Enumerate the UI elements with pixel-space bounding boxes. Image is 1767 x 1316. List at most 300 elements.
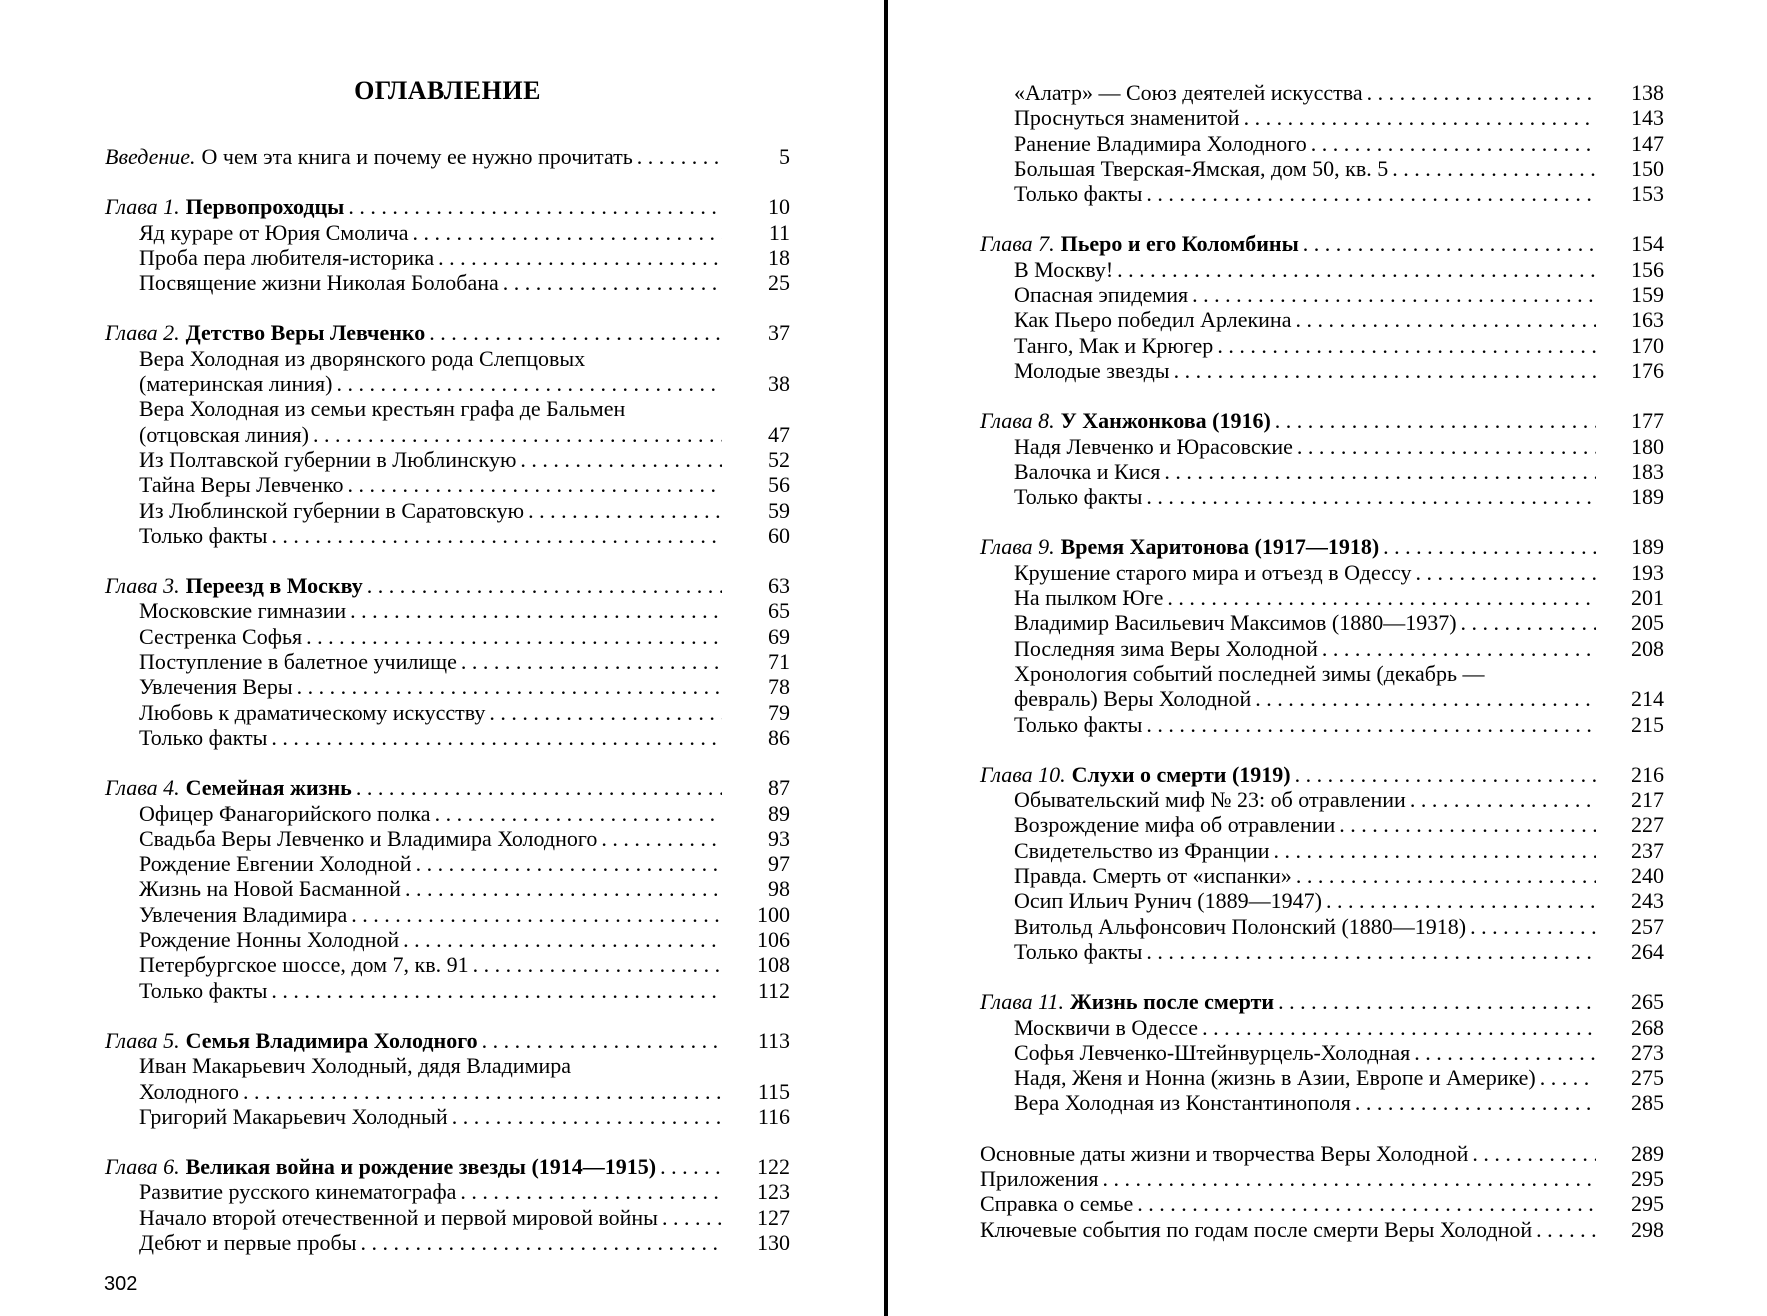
section-gap: [105, 1003, 790, 1028]
dot-leader: [1367, 80, 1596, 105]
dot-leader: [1167, 585, 1596, 610]
dot-leader: [361, 1230, 723, 1255]
toc-entry-title: Любовь к драматическому искусству: [139, 699, 486, 725]
chapter-title: Переезд в Москву: [185, 573, 363, 599]
chapter-entry: [980, 231, 1664, 256]
toc-entry-title: Последняя зима Веры Холодной: [1014, 635, 1318, 661]
toc-page-number: 268: [1631, 1014, 1664, 1040]
chapter-number: Глава 11.: [980, 989, 1064, 1015]
dot-leader: [1339, 812, 1596, 837]
toc-page-number: 216: [1631, 761, 1664, 787]
toc-entry-title: Танго, Мак и Крюгер: [1014, 332, 1214, 358]
dot-leader: [637, 144, 722, 169]
toc-entry-title: Свидетельство из Франции: [1014, 837, 1270, 863]
section-gap: [105, 548, 790, 573]
dot-leader: [1461, 610, 1596, 635]
toc-entry-title: Только факты: [139, 724, 268, 750]
dot-leader: [1174, 358, 1596, 383]
toc-page-number: 295: [1631, 1191, 1664, 1217]
toc-page-number: 227: [1631, 812, 1664, 838]
toc-entry: [980, 307, 1664, 332]
toc-entry-title: Рождение Нонны Холодной: [139, 927, 400, 953]
toc-page-number: 113: [757, 1027, 790, 1053]
toc-entry-title: Яд кураре от Юрия Смолича: [139, 219, 409, 245]
toc-page-number: 78: [768, 674, 790, 700]
toc-entry: [105, 649, 790, 674]
toc-entry: [980, 333, 1664, 358]
toc-entry-title: Возрождение мифа об отравлении: [1014, 812, 1336, 838]
dot-leader: [461, 649, 722, 674]
toc-entry: [105, 978, 790, 1003]
chapter-entry: [105, 194, 790, 219]
dot-leader: [1146, 712, 1596, 737]
toc-page-number: 275: [1631, 1065, 1664, 1091]
chapter-heading: [105, 194, 344, 219]
toc-page-number: 98: [768, 876, 790, 902]
toc-entry-title: Надя Левченко и Юрасовские: [1014, 433, 1293, 459]
toc-entry-title: Григорий Макарьевич Холодный: [139, 1103, 448, 1129]
toc-entry-title: Из Люблинской губернии в Саратовскую: [139, 497, 525, 523]
chapter-number: Глава 9.: [980, 534, 1055, 560]
toc-entry-title: Офицер Фанагорийского полка: [139, 800, 431, 826]
toc-entry: [105, 346, 790, 371]
toc-page-number: 52: [768, 446, 790, 472]
toc-entry-title: Только факты: [1014, 938, 1143, 964]
dot-leader: [348, 194, 722, 219]
introduction-heading: [105, 144, 633, 169]
toc-entry-title: На пылком Юге: [1014, 585, 1164, 611]
section-gap: [980, 737, 1664, 762]
toc-entry-title: (материнская линия): [139, 371, 333, 397]
toc-page-number: 156: [1631, 256, 1664, 282]
dot-leader: [1192, 282, 1596, 307]
dot-leader: [1146, 484, 1596, 509]
toc-entry: [980, 1090, 1664, 1115]
dot-leader: [528, 498, 722, 523]
toc-page-number: 170: [1631, 332, 1664, 358]
introduction-entry: [105, 144, 790, 169]
toc-page-number: 56: [768, 472, 790, 498]
toc-page-number: 138: [1631, 80, 1664, 105]
toc-entry-title: Только факты: [139, 522, 268, 548]
toc-page-number: 71: [768, 649, 790, 675]
toc-entry-title: Вера Холодная из дворянского рода Слепцовых: [139, 345, 586, 371]
toc-page-number: 177: [1631, 408, 1664, 434]
chapter-entry: [980, 408, 1664, 433]
toc-entry: [980, 560, 1664, 585]
chapter-number: Глава 10.: [980, 761, 1066, 787]
toc-page-number: 243: [1631, 888, 1664, 914]
dot-leader: [1470, 914, 1596, 939]
dot-leader: [1278, 989, 1596, 1014]
toc-entry: [105, 1230, 790, 1255]
toc-entry: [105, 1205, 790, 1230]
toc-entry: [105, 902, 790, 927]
dot-leader: [1117, 257, 1596, 282]
dot-leader: [306, 624, 722, 649]
toc-entry-title: Дебют и первые пробы: [139, 1229, 357, 1255]
toc-entry: [980, 914, 1664, 939]
toc-entry-title: Правда. Смерть от «испанки»: [1014, 863, 1292, 889]
toc-entry-title: Надя, Женя и Нонна (жизнь в Азии, Европе и Америке): [1014, 1065, 1536, 1091]
dot-leader: [473, 952, 722, 977]
toc-entry-title: «Алатр» — Союз деятелей искусства: [1014, 80, 1363, 105]
dot-leader: [403, 927, 722, 952]
toc-entry: [105, 598, 790, 623]
toc-entry: [980, 787, 1664, 812]
toc-page-number: 147: [1631, 130, 1664, 156]
chapter-number: Глава 1.: [105, 194, 180, 220]
toc-entry: [105, 725, 790, 750]
toc-page-number: 257: [1631, 913, 1664, 939]
toc-entry-title: Петербургское шоссе, дом 7, кв. 91: [139, 952, 469, 978]
chapter-number: Глава 6.: [105, 1154, 180, 1180]
dot-leader: [1322, 636, 1596, 661]
dot-leader: [1414, 1040, 1596, 1065]
chapter-entry: [980, 989, 1664, 1014]
toc-entry: [105, 1179, 790, 1204]
toc-page-number: 25: [768, 270, 790, 296]
chapter-heading: [980, 534, 1379, 559]
toc-page-number: 189: [1631, 534, 1664, 560]
dot-leader: [1146, 939, 1596, 964]
toc-entry: [980, 661, 1664, 686]
chapter-entry: [980, 762, 1664, 787]
chapter-heading: [105, 1028, 478, 1053]
chapter-heading: [105, 1154, 656, 1179]
appendix-entry: [980, 1166, 1664, 1191]
toc-page-number: 143: [1631, 105, 1664, 131]
toc-page-number: 183: [1631, 458, 1664, 484]
chapter-heading: [980, 408, 1271, 433]
toc-entry-title: Вера Холодная из семьи крестьян графа де Бальмен: [139, 396, 626, 422]
appendix-entry: [980, 1191, 1664, 1216]
toc-entry-title: Проба пера любителя-историка: [139, 244, 435, 270]
dot-leader: [1540, 1065, 1596, 1090]
toc-page-number: 60: [768, 522, 790, 548]
dot-leader: [429, 320, 722, 345]
introduction-label: Введение.: [105, 144, 196, 169]
toc-entry: [105, 245, 790, 270]
chapter-entry: [105, 573, 790, 598]
chapter-title: Время Харитонова (1917—1918): [1060, 534, 1380, 560]
chapter-heading: [980, 231, 1299, 256]
dot-leader: [1244, 105, 1596, 130]
section-gap: [980, 206, 1664, 231]
dot-leader: [416, 851, 722, 876]
dot-leader: [503, 270, 722, 295]
dot-leader: [1202, 1015, 1596, 1040]
toc-entry: [980, 484, 1664, 509]
toc-entry-title: Рождение Евгении Холодной: [139, 851, 412, 877]
toc-entry: [105, 523, 790, 548]
toc-entry: [105, 498, 790, 523]
toc-entry: [980, 1065, 1664, 1090]
toc-entry: [980, 131, 1664, 156]
toc-page-number: 298: [1631, 1216, 1664, 1242]
chapter-heading: [105, 775, 352, 800]
dot-leader: [1392, 156, 1596, 181]
appendix-entry: [980, 1141, 1664, 1166]
chapter-title: У Ханжонкова (1916): [1060, 408, 1271, 434]
dot-leader: [452, 1104, 722, 1129]
toc-page-number: 63: [768, 573, 790, 599]
dot-leader: [1415, 560, 1596, 585]
toc-page-number: 87: [768, 775, 790, 801]
dot-leader: [271, 523, 722, 548]
toc-entry: [980, 812, 1664, 837]
chapter-title: Пьеро и его Коломбины: [1060, 231, 1299, 257]
dot-leader: [1274, 838, 1596, 863]
toc-entry: [980, 636, 1664, 661]
dot-leader: [489, 700, 722, 725]
chapter-number: Глава 2.: [105, 320, 180, 346]
dot-leader: [351, 902, 722, 927]
dot-leader: [1295, 307, 1596, 332]
dot-leader: [1472, 1141, 1596, 1166]
toc-page-number: 97: [768, 851, 790, 877]
toc-entry: [105, 270, 790, 295]
section-gap: [980, 383, 1664, 408]
toc-entry-title: Валочка и Кися: [1014, 458, 1161, 484]
chapter-title: Семья Владимира Холодного: [185, 1027, 478, 1053]
toc-entry-title: Опасная эпидемия: [1014, 282, 1189, 308]
toc-entry: [980, 282, 1664, 307]
dot-leader: [336, 371, 722, 396]
appendix-title: Приложения: [980, 1165, 1099, 1191]
toc-page-number: 38: [768, 371, 790, 397]
toc-entry: [105, 220, 790, 245]
appendix-title: Ключевые события по годам после смерти Веры Холодной: [980, 1216, 1533, 1242]
toc-page-number: 163: [1631, 307, 1664, 333]
toc-page-number: 86: [768, 724, 790, 750]
toc-entry-title: Осип Ильич Рунич (1889—1947): [1014, 888, 1322, 914]
toc-page-number: 205: [1631, 610, 1664, 636]
toc-entry-title: Хронология событий последней зимы (декабрь —: [1014, 660, 1485, 686]
toc-entry: [105, 851, 790, 876]
chapter-heading: [980, 762, 1291, 787]
toc-entry: [105, 700, 790, 725]
chapter-title: Великая война и рождение звезды (1914—1915): [185, 1154, 657, 1180]
toc-entry-title: Как Пьеро победил Арлекина: [1014, 307, 1292, 333]
toc-entry-title: Ранение Владимира Холодного: [1014, 130, 1307, 156]
toc-page-number: 289: [1631, 1140, 1664, 1166]
toc-page-number: 47: [768, 421, 790, 447]
toc-page-number: 116: [757, 1103, 790, 1129]
toc-entry-title: Посвящение жизни Николая Болобана: [139, 270, 499, 296]
chapter-title: Семейная жизнь: [185, 775, 352, 801]
toc-page-number: 215: [1631, 711, 1664, 737]
chapter-entry: [105, 1028, 790, 1053]
toc-page-number: 208: [1631, 635, 1664, 661]
toc-entry-title: Московские гимназии: [139, 598, 347, 624]
toc-entry-title: Холодного: [139, 1078, 239, 1104]
toc-entry: [980, 1015, 1664, 1040]
dot-leader: [350, 598, 722, 623]
toc-entry: [980, 712, 1664, 737]
dot-leader: [1383, 534, 1596, 559]
toc-entry-title: (отцовская линия): [139, 421, 309, 447]
dot-leader: [1217, 333, 1596, 358]
toc-page-number: 237: [1631, 837, 1664, 863]
toc-entry-title: Владимир Васильевич Максимов (1880—1937): [1014, 610, 1457, 636]
chapter-number: Глава 5.: [105, 1027, 180, 1053]
toc-entry-title: февраль) Веры Холодной: [1014, 686, 1252, 712]
toc-entry-title: Иван Макарьевич Холодный, дядя Владимира: [139, 1053, 572, 1079]
toc-entry: [980, 105, 1664, 130]
dot-leader: [520, 447, 722, 472]
toc-page-number: 79: [768, 699, 790, 725]
toc-page-number: 176: [1631, 357, 1664, 383]
dot-leader: [1536, 1217, 1596, 1242]
chapter-heading: [105, 320, 425, 345]
toc-entry: [980, 585, 1664, 610]
dot-leader: [1146, 181, 1596, 206]
dot-leader: [1137, 1191, 1596, 1216]
toc-entry: [980, 863, 1664, 888]
toc-page-number: 59: [768, 497, 790, 523]
appendix-title: Справка о семье: [980, 1191, 1134, 1217]
toc-entry: [980, 80, 1664, 105]
chapter-title: Детство Веры Левченко: [185, 320, 426, 346]
right-page: [888, 0, 1767, 1316]
dot-leader: [435, 801, 722, 826]
toc-entry: [980, 434, 1664, 459]
toc-page-number: 127: [757, 1204, 790, 1230]
chapter-number: Глава 8.: [980, 408, 1055, 434]
toc-page-number: 193: [1631, 559, 1664, 585]
toc-entry-title: Обывательский миф № 23: об отравлении: [1014, 787, 1406, 813]
toc-left: [105, 144, 790, 1255]
toc-page-number: 130: [757, 1229, 790, 1255]
dot-leader: [1275, 408, 1596, 433]
toc-page-number: 154: [1631, 231, 1664, 257]
dot-leader: [271, 978, 722, 1003]
toc-entry-title: Только факты: [1014, 181, 1143, 207]
chapter-entry: [980, 534, 1664, 559]
toc-page-number: 273: [1631, 1039, 1664, 1065]
dot-leader: [660, 1154, 722, 1179]
toc-entry-title: Крушение старого мира и отъезд в Одессу: [1014, 559, 1412, 585]
toc-entry-title: Только факты: [139, 977, 268, 1003]
toc-page-number: 108: [757, 952, 790, 978]
toc-page-number: 11: [768, 219, 790, 245]
toc-page-number: 189: [1631, 484, 1664, 510]
toc-entry: [105, 952, 790, 977]
toc-page-number: 115: [757, 1078, 790, 1104]
dot-leader: [405, 876, 722, 901]
dot-leader: [1311, 131, 1596, 156]
toc-entry-title: Москвичи в Одессе: [1014, 1014, 1199, 1040]
toc-page-number: 89: [768, 800, 790, 826]
toc-entry: [980, 156, 1664, 181]
toc-entry: [105, 801, 790, 826]
chapter-number: Глава 7.: [980, 231, 1055, 257]
dot-leader: [1410, 787, 1596, 812]
dot-leader: [662, 1205, 722, 1230]
toc-entry: [105, 826, 790, 851]
toc-entry-title: Начало второй отечественной и первой мировой войны: [139, 1204, 658, 1230]
toc-page-number: 122: [757, 1154, 790, 1180]
toc-entry: [105, 674, 790, 699]
toc-page-number: 100: [757, 901, 790, 927]
toc-page-number: 153: [1631, 181, 1664, 207]
toc-entry: [980, 838, 1664, 863]
toc-entry-title: Софья Левченко-Штейнвурцель-Холодная: [1014, 1039, 1411, 1065]
toc-entry-title: Большая Тверская-Ямская, дом 50, кв. 5: [1014, 155, 1389, 181]
toc-entry: [980, 686, 1664, 711]
toc-page-number: 93: [768, 825, 790, 851]
toc-entry: [980, 610, 1664, 635]
toc-entry-title: Из Полтавской губернии в Люблинскую: [139, 446, 517, 472]
toc-entry: [105, 371, 790, 396]
dot-leader: [1295, 762, 1596, 787]
toc-page-number: 37: [768, 320, 790, 346]
dot-leader: [313, 422, 722, 447]
chapter-heading: [980, 989, 1274, 1014]
dot-leader: [1297, 434, 1596, 459]
chapter-number: Глава 3.: [105, 573, 180, 599]
toc-entry-title: Молодые звезды: [1014, 357, 1170, 383]
section-gap: [105, 169, 790, 194]
toc-entry: [105, 624, 790, 649]
appendix-title: Основные даты жизни и творчества Веры Холодной: [980, 1140, 1469, 1166]
toc-entry: [105, 927, 790, 952]
toc-page-number: 214: [1631, 686, 1664, 712]
toc-entry: [105, 1053, 790, 1078]
toc-page-number: 10: [768, 194, 790, 220]
toc-page-number: 217: [1631, 787, 1664, 813]
toc-entry: [105, 876, 790, 901]
page-title: ОГЛАВЛЕНИЕ: [354, 76, 541, 105]
section-gap: [980, 509, 1664, 534]
dot-leader: [1255, 686, 1596, 711]
toc-entry-title: В Москву!: [1014, 256, 1114, 282]
dot-leader: [482, 1028, 722, 1053]
toc-page-number: 106: [757, 927, 790, 953]
chapter-entry: [105, 775, 790, 800]
toc-entry: [980, 1040, 1664, 1065]
toc-entry: [105, 422, 790, 447]
chapter-entry: [105, 1154, 790, 1179]
toc-entry-title: Жизнь на Новой Басманной: [139, 876, 401, 902]
toc-entry-title: Свадьба Веры Левченко и Владимира Холодного: [139, 825, 598, 851]
toc-entry-title: Вера Холодная из Константинополя: [1014, 1090, 1351, 1116]
toc-right: [980, 80, 1664, 1242]
toc-entry-title: Только факты: [1014, 711, 1143, 737]
toc-entry-title: Увлечения Владимира: [139, 901, 348, 927]
toc-page-number: 69: [768, 623, 790, 649]
toc-entry: [105, 472, 790, 497]
toc-page-number: 65: [768, 598, 790, 624]
dot-leader: [347, 472, 722, 497]
section-gap: [980, 1116, 1664, 1141]
toc-entry-title: Развитие русского кинематографа: [139, 1179, 457, 1205]
dot-leader: [1326, 888, 1596, 913]
toc-entry: [980, 257, 1664, 282]
toc-entry: [105, 396, 790, 421]
toc-entry-title: Витольд Альфонсович Полонский (1880—1918): [1014, 913, 1467, 939]
toc-entry: [980, 358, 1664, 383]
toc-entry-title: Проснуться знаменитой: [1014, 105, 1240, 131]
introduction-title: О чем эта книга и почему ее нужно прочитать: [201, 144, 633, 169]
toc-entry: [980, 181, 1664, 206]
dot-leader: [243, 1079, 722, 1104]
dot-leader: [297, 674, 722, 699]
dot-leader: [367, 573, 722, 598]
chapter-entry: [105, 320, 790, 345]
toc-entry-title: Поступление в балетное училище: [139, 649, 457, 675]
